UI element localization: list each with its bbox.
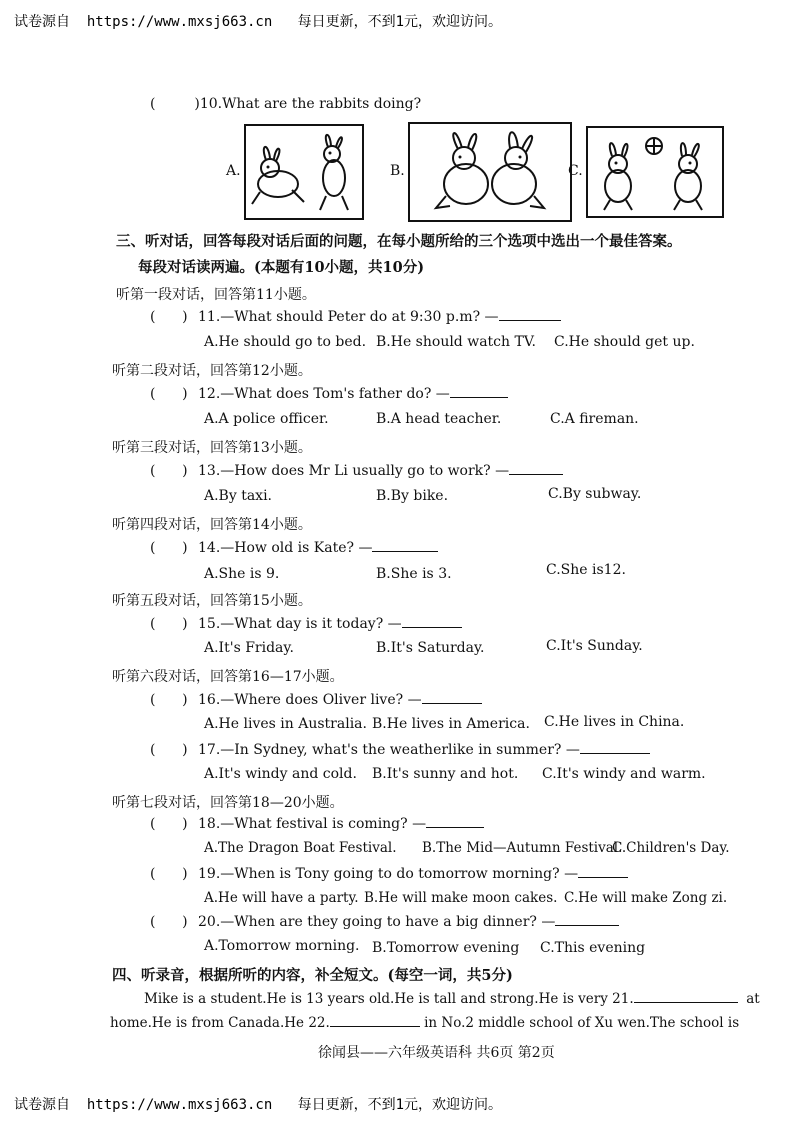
question-10 — [150, 96, 421, 112]
question-15-option-b[interactable]: B.It's Saturday. — [376, 640, 485, 656]
question-17-option-c[interactable]: C.It's windy and warm. — [542, 766, 706, 782]
answer-blank[interactable] — [372, 551, 438, 552]
question-14 — [150, 540, 438, 556]
answer-paren[interactable]: ( ) — [150, 386, 188, 402]
question-text: 12.—What does Tom's father do? — — [198, 386, 450, 402]
footer-note: 每日更新，不到1元，欢迎访问。 — [297, 1097, 503, 1113]
answer-paren[interactable]: ( ) — [150, 540, 188, 556]
section-3-subtitle: 每段对话读两遍。(本题有10小题，共10分) — [138, 259, 425, 276]
footer-url[interactable]: https://www.mxsj663.cn — [86, 1097, 273, 1113]
option-b-label: B. — [390, 163, 405, 179]
header-note: 每日更新，不到1元，欢迎访问。 — [297, 14, 503, 30]
question-18-option-c[interactable]: C.Children's Day. — [612, 840, 730, 856]
picture-b — [408, 122, 572, 222]
picture-a — [244, 124, 364, 220]
answer-paren-close: ) — [194, 96, 200, 112]
question-18-option-b[interactable]: B.The Mid—Autumn Festival. — [422, 840, 623, 856]
question-18 — [150, 816, 484, 832]
option-a-label: A. — [226, 163, 241, 179]
passage-text: at — [746, 991, 760, 1007]
page-footer-info: 徐闻县——六年级英语科 共6页 第2页 — [318, 1045, 555, 1061]
question-19-option-a[interactable]: A.He will have a party. — [204, 890, 359, 906]
question-12-option-a[interactable]: A.A police officer. — [204, 411, 329, 427]
picture-c — [586, 126, 724, 218]
question-20-option-b[interactable]: B.Tomorrow evening — [372, 940, 520, 956]
dialog-intro-4: 听第四段对话，回答第14小题。 — [112, 517, 312, 533]
passage-text: home.He is from Canada.He 22. — [110, 1015, 330, 1031]
passage-text: Mike is a student.He is 13 years old.He is tall and strong.He is very 21. — [144, 991, 634, 1007]
question-text: 15.—What day is it today? — — [198, 616, 402, 632]
question-19-option-b[interactable]: B.He will make moon cakes. — [364, 890, 558, 906]
answer-paren[interactable]: ( ) — [150, 309, 188, 325]
answer-paren[interactable]: ( ) — [150, 692, 188, 708]
question-11 — [150, 309, 561, 325]
question-text: 17.—In Sydney, what's the weatherlike in summer? — — [198, 742, 580, 758]
question-17-option-b[interactable]: B.It's sunny and hot. — [372, 766, 519, 782]
answer-blank-21[interactable] — [634, 1002, 738, 1003]
answer-paren[interactable]: ( ) — [150, 914, 188, 930]
answer-paren[interactable]: ( ) — [150, 816, 188, 832]
question-16-option-b[interactable]: B.He lives in America. — [372, 716, 530, 732]
question-12 — [150, 386, 508, 402]
dialog-intro-2: 听第二段对话，回答第12小题。 — [112, 363, 312, 379]
question-17 — [150, 742, 650, 758]
dialog-intro-6: 听第六段对话，回答第16—17小题。 — [112, 669, 344, 685]
question-16-option-a[interactable]: A.He lives in Australia. — [204, 716, 367, 732]
question-11-option-c[interactable]: C.He should get up. — [554, 334, 695, 350]
answer-paren[interactable]: ( ) — [150, 742, 188, 758]
question-20-option-a[interactable]: A.Tomorrow morning. — [204, 938, 360, 954]
question-text: 20.—When are they going to have a big dinner? — — [198, 914, 556, 930]
answer-blank[interactable] — [402, 627, 462, 628]
answer-paren-open: ( — [150, 96, 156, 112]
page-footer — [14, 1094, 502, 1114]
answer-blank[interactable] — [578, 877, 628, 878]
option-c-label: C. — [568, 163, 583, 179]
answer-blank[interactable] — [450, 397, 508, 398]
rabbits-playing-ball-icon — [588, 128, 722, 216]
section-3-title: 三、听对话，回答每段对话后面的问题，在每小题所给的三个选项中选出一个最佳答案。 — [116, 233, 682, 250]
question-13-option-a[interactable]: A.By taxi. — [204, 488, 273, 504]
answer-blank[interactable] — [426, 827, 484, 828]
dialog-intro-3: 听第三段对话，回答第13小题。 — [112, 440, 312, 456]
question-13-option-c[interactable]: C.By subway. — [548, 486, 642, 502]
question-14-option-a[interactable]: A.She is 9. — [204, 566, 280, 582]
header-source: 试卷源自 — [14, 14, 70, 30]
answer-blank-22[interactable] — [330, 1026, 420, 1027]
answer-paren[interactable]: ( ) — [150, 616, 188, 632]
question-text: 11.—What should Peter do at 9:30 p.m? — — [198, 309, 499, 325]
question-text: 14.—How old is Kate? — — [198, 540, 373, 556]
question-15-option-a[interactable]: A.It's Friday. — [204, 640, 294, 656]
question-20 — [150, 914, 619, 930]
question-11-option-b[interactable]: B.He should watch TV. — [376, 334, 536, 350]
question-text: 10.What are the rabbits doing? — [199, 96, 422, 112]
answer-blank[interactable] — [580, 753, 650, 754]
question-16-option-c[interactable]: C.He lives in China. — [544, 714, 685, 730]
question-text: 18.—What festival is coming? — — [198, 816, 427, 832]
question-13-option-b[interactable]: B.By bike. — [376, 488, 449, 504]
question-16 — [150, 692, 482, 708]
question-15 — [150, 616, 462, 632]
question-17-option-a[interactable]: A.It's windy and cold. — [204, 766, 357, 782]
passage-line-1 — [144, 991, 760, 1007]
answer-blank[interactable] — [422, 703, 482, 704]
header-url[interactable]: https://www.mxsj663.cn — [86, 14, 273, 30]
footer-source: 试卷源自 — [14, 1097, 70, 1113]
question-12-option-b[interactable]: B.A head teacher. — [376, 411, 502, 427]
question-19 — [150, 866, 628, 882]
question-15-option-c[interactable]: C.It's Sunday. — [546, 638, 643, 654]
question-13 — [150, 463, 563, 479]
rabbits-running-icon — [246, 126, 362, 218]
section-4-title: 四、听录音，根据所听的内容，补全短文。(每空一词，共5分) — [112, 967, 513, 984]
question-18-option-a[interactable]: A.The Dragon Boat Festival. — [204, 840, 397, 856]
answer-blank[interactable] — [509, 474, 563, 475]
question-12-option-c[interactable]: C.A fireman. — [550, 411, 639, 427]
question-text: 19.—When is Tony going to do tomorrow morning? — — [198, 866, 579, 882]
dialog-intro-5: 听第五段对话，回答第15小题。 — [112, 593, 312, 609]
question-14-option-b[interactable]: B.She is 3. — [376, 566, 452, 582]
answer-paren[interactable]: ( ) — [150, 463, 188, 479]
passage-text: in No.2 middle school of Xu wen.The school is — [424, 1015, 740, 1031]
question-14-option-c[interactable]: C.She is12. — [546, 562, 626, 578]
question-19-option-c[interactable]: C.He will make Zong zi. — [564, 890, 728, 906]
answer-blank[interactable] — [555, 925, 619, 926]
question-text: 16.—Where does Oliver live? — — [198, 692, 422, 708]
question-text: 13.—How does Mr Li usually go to work? — — [198, 463, 510, 479]
question-11-option-a[interactable]: A.He should go to bed. — [204, 334, 367, 350]
dialog-intro-7: 听第七段对话，回答第18—20小题。 — [112, 795, 344, 811]
passage-line-2 — [110, 1015, 739, 1031]
page-header — [14, 11, 502, 31]
rabbits-sitting-back-to-back-icon — [410, 124, 570, 220]
question-20-option-c[interactable]: C.This evening — [540, 940, 646, 956]
dialog-intro-1: 听第一段对话，回答第11小题。 — [116, 287, 316, 303]
answer-paren[interactable]: ( ) — [150, 866, 188, 882]
answer-blank[interactable] — [499, 320, 561, 321]
